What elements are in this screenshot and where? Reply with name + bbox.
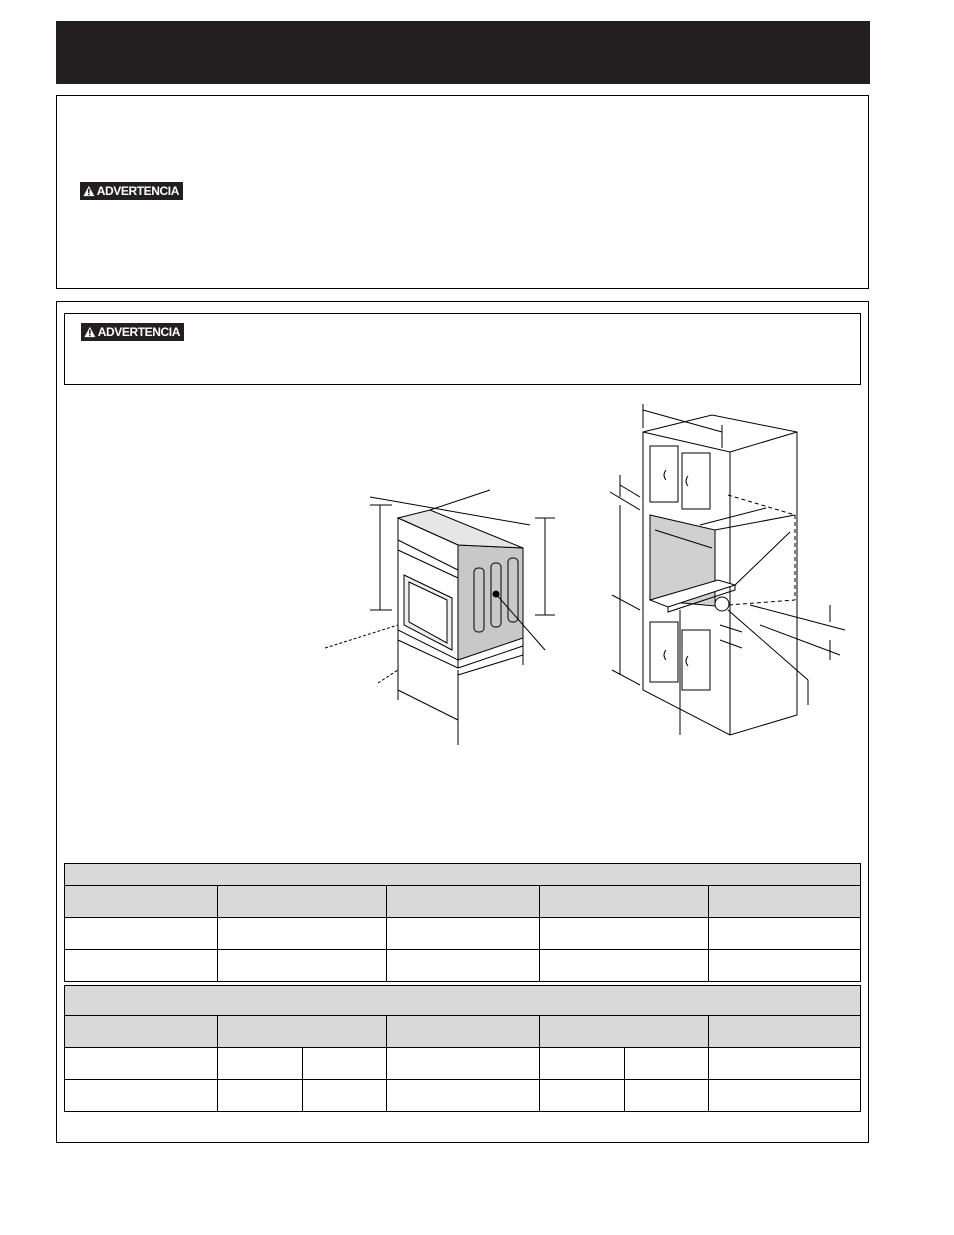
table-header-cell bbox=[387, 886, 540, 918]
dimensions-table-2 bbox=[64, 985, 861, 1112]
table-title bbox=[65, 986, 861, 1016]
oven-illustration bbox=[325, 490, 555, 745]
table-header-cell bbox=[65, 886, 218, 918]
table-header-cell bbox=[218, 886, 387, 918]
table-row bbox=[65, 1080, 861, 1112]
warning-label: ADVERTENCIA bbox=[97, 325, 180, 339]
table-header-cell bbox=[709, 886, 861, 918]
table-header-cell bbox=[218, 1016, 387, 1048]
table-row bbox=[65, 950, 861, 982]
table-header-cell bbox=[65, 1016, 218, 1048]
table-header-cell bbox=[540, 1016, 709, 1048]
cabinet-illustration bbox=[610, 404, 845, 735]
table-header-cell bbox=[540, 886, 709, 918]
warning-label: ADVERTENCIA bbox=[96, 184, 179, 198]
dimensions-table-1 bbox=[64, 863, 861, 982]
table-header-cell bbox=[387, 1016, 540, 1048]
table-row bbox=[65, 1048, 861, 1080]
table-row bbox=[65, 918, 861, 950]
table-title bbox=[65, 864, 861, 886]
table-header-cell bbox=[709, 1016, 861, 1048]
